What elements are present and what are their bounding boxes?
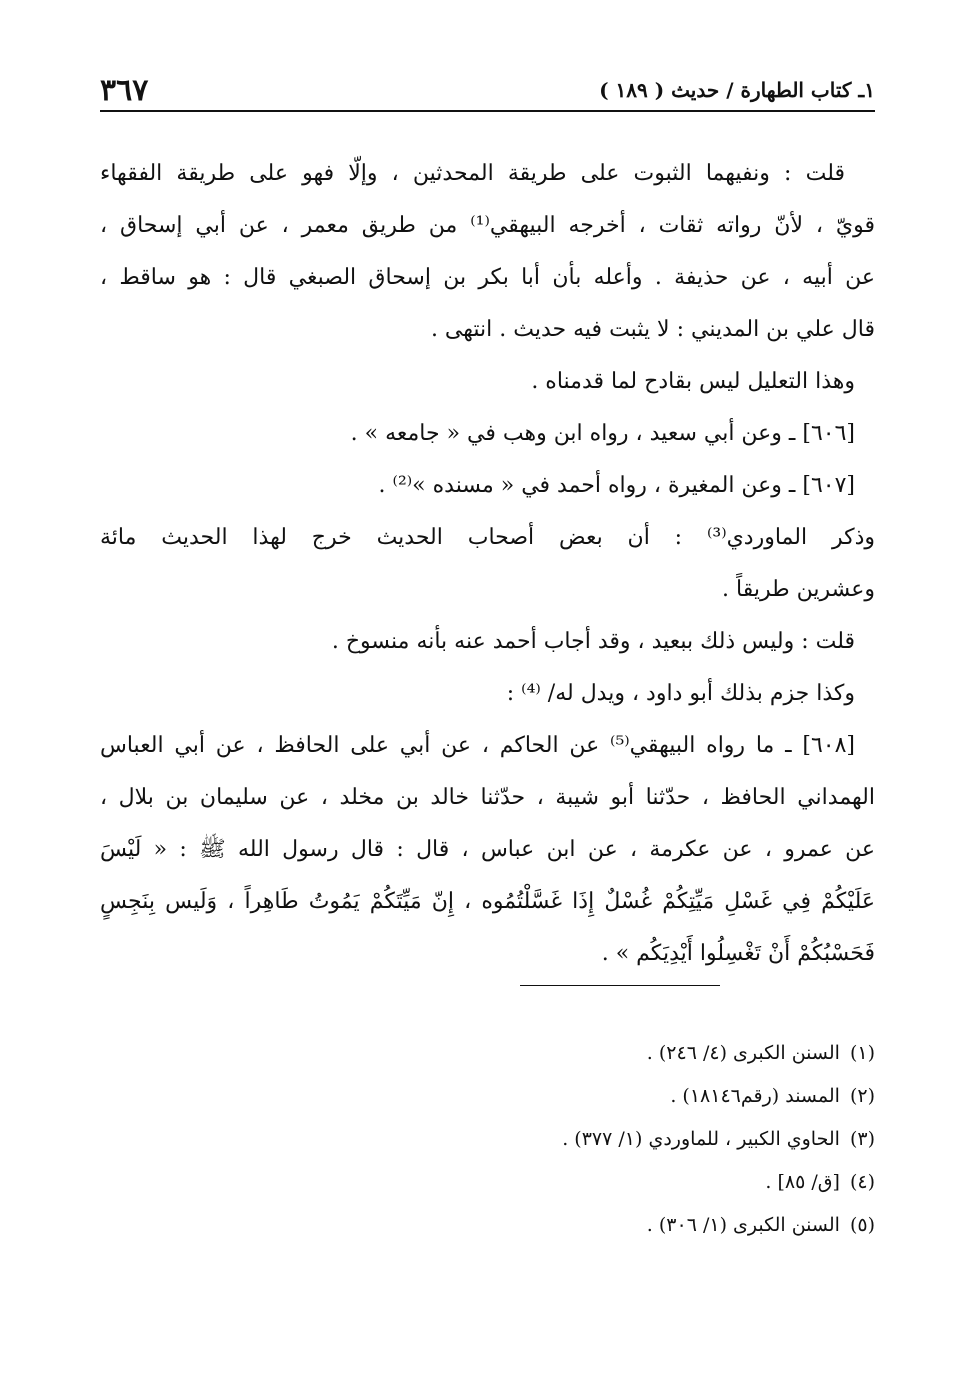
- footnote-text: السنن الكبرى (٤/ ٢٤٦) .: [646, 1042, 840, 1064]
- running-header: [100, 70, 875, 112]
- footnote-text: السنن الكبرى (١/ ٣٠٦) .: [646, 1214, 840, 1236]
- footnote-5: [100, 1204, 875, 1247]
- text-line: الهمداني الحافظ ، حدّثنا أبو شيبة ، حدّثنا خالد بن مخلد ، عن سليمان بن بلال ،: [100, 785, 875, 810]
- text-line: قلت : ونفيهما الثبوت على طريقة المحدثين ، وإلّا فهو على طريقة الفقهاء: [100, 161, 845, 186]
- text-line: وهذا التعليل ليس بقادح لما قدمناه .: [531, 369, 855, 394]
- hadith-entry-608: [٦٠٨] ـ ما رواه البيهقي⁽⁵⁾ عن الحاكم ، عن أبي على الحافظ ، عن أبي العباس: [100, 733, 855, 758]
- footnote-4: [100, 1161, 875, 1204]
- text-line: قلت : وليس ذلك ببعيد ، وقد أجاب أحمد عنه بأنه منسوخ .: [331, 629, 855, 654]
- text-line: وعشرين طريقاً .: [722, 577, 875, 602]
- text-line: عَلَيْكُمْ فِي غَسْلِ مَيِّتِكُمْ غُسْلٌ إِذَا غَسَّلْتُمُوه ، إِنّ مَيِّتَكُمْ يَمُوتُ طَاهِراً ، وَلَيس بِنَجِسٍ: [100, 889, 875, 914]
- main-text: [100, 148, 875, 980]
- footnote-text: المسند (رقم١٨١٤٦) .: [670, 1085, 840, 1107]
- header-title: ١ـ كتاب الطهارة / حديث ( ١٨٩ ): [599, 78, 875, 102]
- text-line: فَحَسْبُكُمْ أَنْ تَغْسِلُوا أَيْدِيَكُم » .: [601, 941, 875, 966]
- footnote-text: [ق/ ٨٥] .: [765, 1171, 840, 1193]
- footnote-number: (٣): [849, 1128, 875, 1150]
- footnote-number: (٤): [849, 1171, 875, 1193]
- page-number: ٣٦٧: [100, 72, 149, 108]
- hadith-entry-606: [٦٠٦] ـ وعن أبي سعيد ، رواه ابن وهب في « جامعه » .: [350, 421, 855, 446]
- footnote-number: (٢): [849, 1085, 875, 1107]
- text-line: عن أبيه ، عن حذيفة . وأعله بأن أبا بكر بن إسحاق الصبغي قال : هو ساقط ،: [100, 265, 875, 290]
- text-line: وذكر الماوردي⁽³⁾ : أن بعض أصحاب الحديث خرج لهذا الحديث مائة: [100, 525, 875, 550]
- footnotes: [100, 1032, 875, 1247]
- text-line: قويّ ، لأنّ رواته ثقات ، أخرجه البيهقي⁽¹⁾ من طريق معمر ، عن أبي إسحاق ،: [100, 213, 875, 238]
- hadith-entry-607: [٦٠٧] ـ وعن المغيرة ، رواه أحمد في « مسنده »⁽²⁾ .: [378, 473, 855, 498]
- footnote-text: الحاوي الكبير ، للماوردي (١/ ٣٧٧) .: [562, 1128, 840, 1150]
- text-line: وكذا جزم بذلك أبو داود ، ويدل له/ ⁽⁴⁾ :: [506, 681, 855, 706]
- footnote-separator: [520, 985, 720, 986]
- text-line: عن عمرو ، عن عكرمة ، عن ابن عباس ، قال : قال رسول الله ﷺ : « لَيْسَ: [100, 837, 875, 862]
- footnote-1: [100, 1032, 875, 1075]
- footnote-number: (١): [849, 1042, 875, 1064]
- footnote-3: [100, 1118, 875, 1161]
- footnote-2: [100, 1075, 875, 1118]
- text-line: قال علي بن المديني : لا يثبت فيه حديث . انتهى .: [430, 317, 875, 342]
- footnote-number: (٥): [849, 1214, 875, 1236]
